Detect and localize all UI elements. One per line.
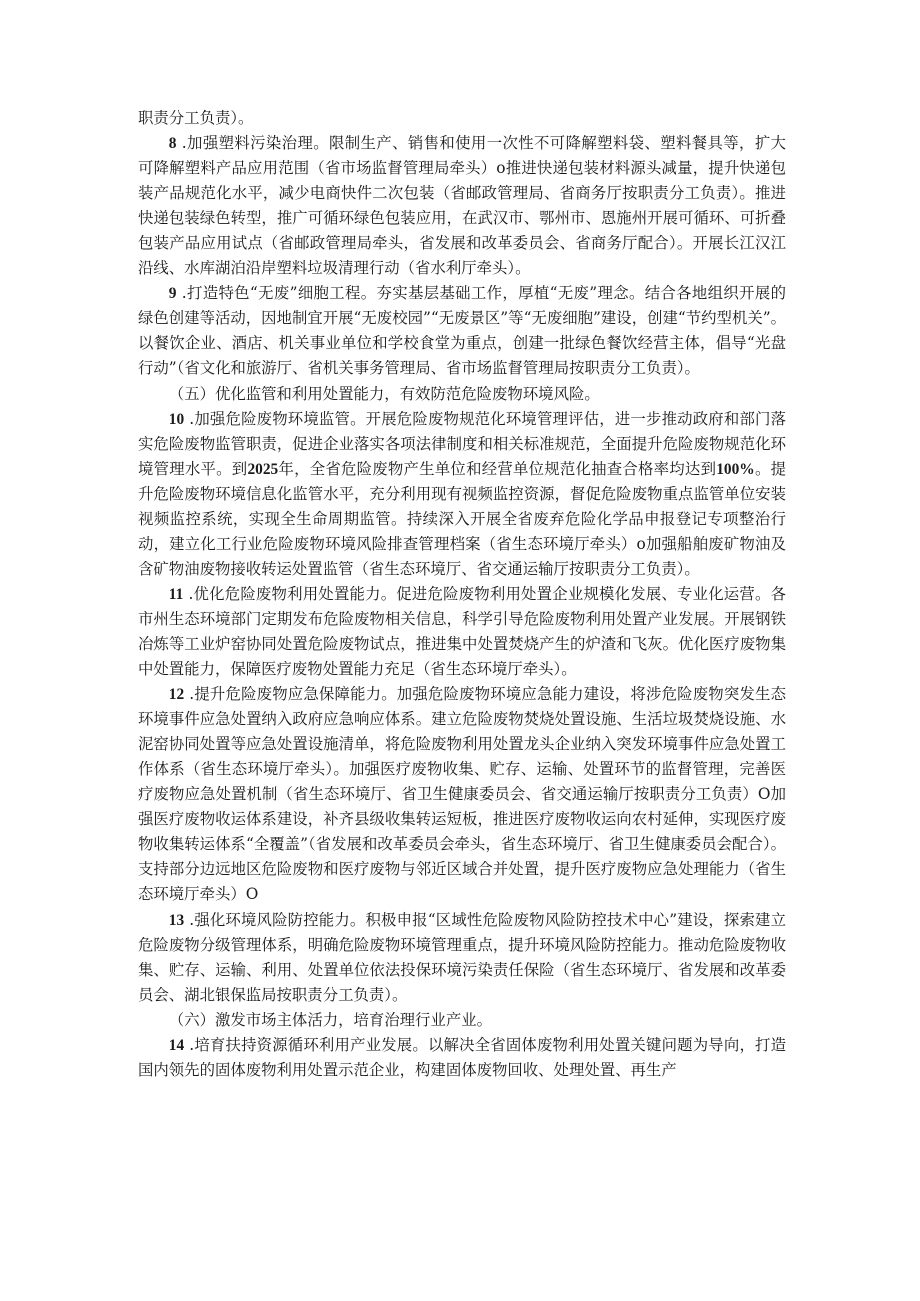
- paragraph-12: [138, 682, 786, 907]
- paragraph-text: .优化危险废物利用处置能力。促进危险废物利用处置企业规模化发展、专业化运营。各市州生态环境部门定期发布危险废物相关信息，科学引导危险废物利用处置产业发展。开展钢铁冶炼等工业炉窑协同处置危险废物试点，推进集中处置焚烧产生的炉渣和飞灰。优化医疗废物集中处置能力，保障医疗废物处置能力充足（省生态环境厅牵头）。: [138, 584, 786, 679]
- paragraph-text: 年，全省危险废物产生单位和经营单位规范化抽查合格率均达到: [278, 459, 717, 478]
- paragraph-11: [138, 582, 786, 682]
- percent-value: 100%: [716, 460, 755, 478]
- paragraph-14: [138, 1033, 786, 1083]
- year-value: 2025: [247, 460, 279, 478]
- item-number: 14: [168, 1036, 185, 1054]
- paragraph-9: [138, 281, 786, 381]
- paragraph-text: .提升危险废物应急保障能力。加强危险废物环境应急能力建设，将涉危险废物突发生态环境事件应急处置纳入政府应急响应体系。建立危险废物焚烧处置设施、生活垃圾焚烧设施、水泥窑协同处置等应急处置设施清单，将危险废物利用处置龙头企业纳入突发环境事件应急处置工作体系（省生态环境厅牵头）。加强医疗废物收集、贮存、运输、处置环节的监督管理，完善医疗废物应急处置机制（省生态环境厅、省卫生健康委员会、省交通运输厅按职责分工负责）O加强医疗废物收运体系建设，补齐县级收集转运短板，推进医疗废物收运向农村延伸，实现医疗废物收集转运体系“全覆盖”（省发展和改革委员会牵头，省生态环境厅、省卫生健康委员会配合）。支持部分边远地区危险废物和医疗废物与邻近区域合并处置，提升医疗废物应急处理能力（省生态环境厅牵头）O: [138, 685, 786, 904]
- paragraph-text: .培育扶持资源循环利用产业发展。以解决全省固体废物利用处置关键问题为导向，打造国内领先的固体废物利用处置示范企业，构建固体废物回收、处理处置、再生产: [138, 1035, 786, 1079]
- continuation-text: 职责分工负责）。: [138, 109, 254, 127]
- paragraph-text: .加强危险废物环境监管。开展危险废物规范化环境管理评估，进一步推动政府和部门落实危险废物监管职责，促进企业落实各项法律制度和相关标准规范，全面提升危险废物规范化环境管理水平。到: [138, 409, 786, 478]
- document-page: [138, 106, 786, 1083]
- section-heading-6: （六）激发市场主体活力，培育治理行业产业。: [168, 1010, 493, 1029]
- paragraph-text: .强化环境风险防控能力。积极申报“区域性危险废物风险防控技术中心”建设，探索建立危险废物分级管理体系，明确危险废物环境管理重点，提升环境风险防控能力。推动危险废物收集、贮存、运输、利用、处置单位依法投保环境污染责任保险（省生态环境厅、省发展和改革委员会、湖北银保监局按职责分工负责）。: [138, 910, 786, 1004]
- paragraph-13: [138, 908, 786, 1008]
- section-heading-5: （五）优化监管和利用处置能力，有效防范危险废物环境风险。: [168, 384, 600, 403]
- paragraph-text: 。提升危险废物环境信息化监管水平，充分利用现有视频监控资源，督促危险废物重点监管单位安装视频监控系统，实现全生命周期监管。持续深入开展全省废弃危险化学品申报登记专项整治行动，建立化工行业危险废物环境风险排查管理档案（省生态环境厅牵头）o加强船舶废矿物油及含矿物油废物接收转运处置监管（省生态环境厅、省交通运输厅按职责分工负责）。: [138, 459, 786, 578]
- item-number: 8: [168, 135, 177, 153]
- item-number: 12: [168, 686, 185, 704]
- item-number: 9: [168, 285, 177, 303]
- item-number: 10: [168, 410, 185, 428]
- paragraph-10: [138, 407, 786, 582]
- item-number: 11: [168, 585, 184, 603]
- paragraph-text: .打造特色“无废”细胞工程。夯实基层基础工作，厚植“无废”理念。结合各地组织开展的绿色创建等活动，因地制宜开展“无废校园”“无废景区”等“无废细胞”建设，创建“节约型机关”。以餐饮企业、酒店、机关事业单位和学校食堂为重点，创建一批绿色餐饮经营主体，倡导“光盘行动”（省文化和旅游厅、省机关事务管理局、省市场监督管理局按职责分工负责）。: [138, 284, 786, 378]
- paragraph-8: [138, 131, 786, 281]
- paragraph-text: .加强塑料污染治理。限制生产、销售和使用一次性不可降解塑料袋、塑料餐具等，扩大可降解塑料产品应用范围（省市场监督管理局牵头）o推进快递包装材料源头减量，提升快递包装产品规范化水平，减少电商快件二次包装（省邮政管理局、省商务厅按职责分工负责）。推进快递包装绿色转型，推广可循环绿色包装应用，在武汉市、鄂州市、恩施州开展可循环、可折叠包装产品应用试点（省邮政管理局牵头，省发展和改革委员会、省商务厅配合）。开展长江汉江沿线、水库湖泊沿岸塑料垃圾清理行动（省水利厅牵头）。: [138, 134, 786, 278]
- item-number: 13: [168, 911, 185, 929]
